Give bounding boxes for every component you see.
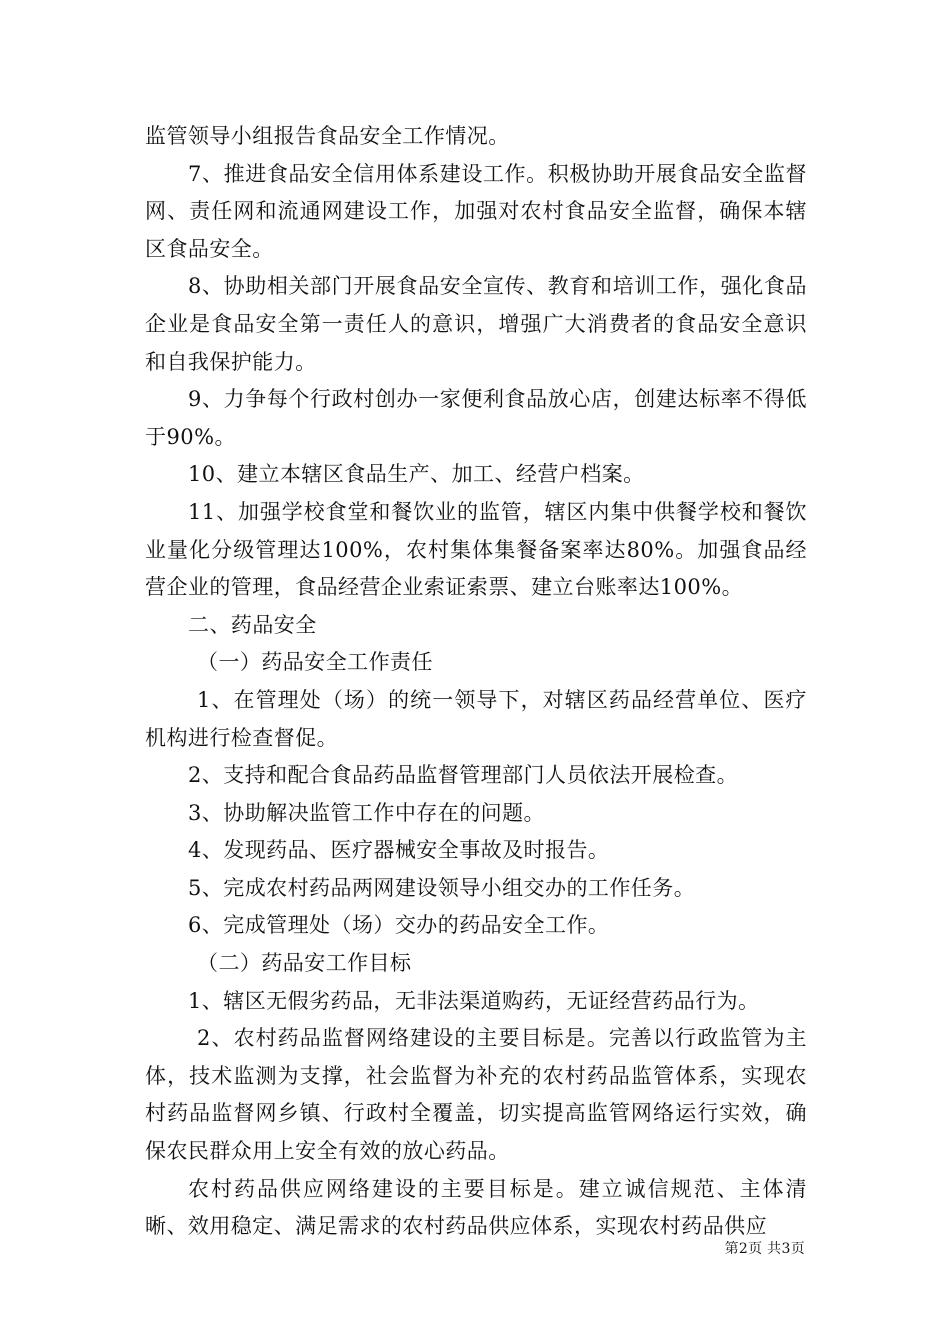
paragraph-item-9: 9、力争每个行政村创办一家便利食品放心店，创建达标率不得低于90%。	[145, 387, 807, 449]
paragraph-item-7: 7、推进食品安全信用体系建设工作。积极协助开展食品安全监督网、责任网和流通网建设工作，加强对农村食品安全监督，确保本辖区食品安全。	[145, 161, 807, 261]
responsibility-item-6: 6、完成管理处（场）交办的药品安全工作。	[188, 913, 610, 938]
responsibility-item-5: 5、完成农村药品两网建设领导小组交办的工作任务。	[188, 875, 696, 900]
goal-item-1: 1、辖区无假劣药品，无非法渠道购药，无证经营药品行为。	[188, 988, 760, 1013]
subsection-heading-responsibility: （一）药品安全工作责任	[197, 650, 433, 675]
paragraph-continuation: 监管领导小组报告食品安全工作情况。	[145, 124, 510, 148]
responsibility-item-4: 4、发现药品、医疗器械安全事故及时报告。	[188, 838, 610, 863]
subsection-heading-goals: （二）药品安工作目标	[197, 951, 412, 976]
paragraph-item-8: 8、协助相关部门开展食品安全宣传、教育和培训工作，强化食品企业是食品安全第一责任人的意识，增强广大消费者的食品安全意识和自我保护能力。	[145, 274, 807, 374]
page-number-footer: 第2页 共3页	[724, 1241, 805, 1257]
paragraph-item-11: 11、加强学校食堂和餐饮业的监管，辖区内集中供餐学校和餐饮业量化分级管理达100%，农村集体集餐备案率达80%。加强食品经营企业的管理，食品经营企业索证索票、建立台账率达100%。	[145, 499, 807, 600]
goal-item-2: 2、农村药品监督网络建设的主要目标是。完善以行政监管为主体，技术监测为支撑，社会监督为补充的农村药品监管体系，实现农村药品监督网乡镇、行政村全覆盖，切实提高监管网络运行实效，确保农民群众用上安全有效的放心药品。	[145, 1026, 807, 1164]
responsibility-item-1: 1、在管理处（场）的统一领导下，对辖区药品经营单位、医疗机构进行检查督促。	[145, 687, 807, 750]
paragraph-item-10: 10、建立本辖区食品生产、加工、经营户档案。	[188, 462, 645, 487]
document-body	[145, 118, 807, 1246]
goal-supply-network: 农村药品供应网络建设的主要目标是。建立诚信规范、主体清晰、效用稳定、满足需求的农村药品供应体系，实现农村药品供应	[145, 1176, 807, 1239]
responsibility-item-3: 3、协助解决监管工作中存在的问题。	[188, 800, 546, 825]
section-heading-drug-safety: 二、药品安全	[188, 612, 317, 637]
responsibility-item-2: 2、支持和配合食品药品监督管理部门人员依法开展检查。	[188, 763, 739, 788]
